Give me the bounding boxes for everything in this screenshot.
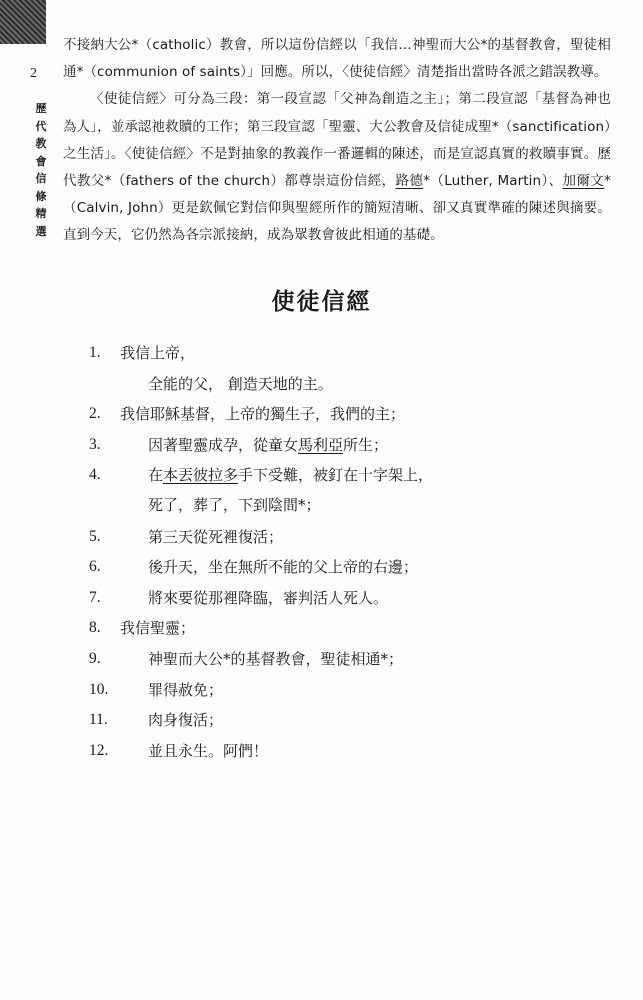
creed-line-text: 肉身復活； (148, 711, 224, 729)
creed-line-segment: 所生； (343, 436, 389, 454)
creed-line-text: 我信耶穌基督，上帝的獨生子，我們的主； (120, 405, 406, 423)
creed-line-text: 第三天從死裡復活； (148, 528, 284, 546)
creed-line-number: 10. (89, 681, 109, 698)
side-title-char: 選 (35, 224, 47, 238)
name-calvin: 加爾文 (562, 173, 605, 190)
side-title-char: 歷 (35, 102, 47, 115)
side-running-title (34, 100, 48, 240)
creed-line-number: 3. (89, 436, 101, 453)
creed-line-text: 並且永生。阿們！ (148, 742, 269, 760)
name-pontius-pilate: 本丟彼拉多 (163, 466, 239, 484)
creed-line (0, 705, 643, 735)
creed-line-segment: 手下受難，被釘在十字架上， (238, 466, 434, 484)
creed-line (0, 490, 643, 520)
creed-line (0, 613, 643, 643)
intro-paragraph-2-text: *（Calvin, John）更是欽佩它對信仰與聖經所作的簡短清晰、卻又真實準確的陳述與摘要。直到今天，它仍然為各宗派接納，成為眾教會彼此相通的基礎。 (63, 173, 612, 244)
creed-line (0, 430, 643, 460)
creed-line-text: 將來要從那裡降臨，審判活人死人。 (148, 589, 389, 607)
side-title-char: 信 (35, 172, 47, 185)
creed-line-number: 9. (89, 650, 101, 667)
name-luther: 路德 (395, 173, 424, 190)
scan-corner-mark (0, 0, 46, 44)
creed-line-text (148, 460, 433, 490)
creed-line (0, 736, 643, 766)
intro-paragraph-2 (63, 86, 611, 249)
intro-paragraph-1-text: 不接納大公*（catholic）教會，所以這份信經以「我信…神聖而大公*的基督教會，聖徒相通*（communion of saints）」回應。所以，〈使徒信經〉清楚指出當時各派之錯誤教導。 (63, 37, 611, 81)
side-title-char: 代 (35, 119, 47, 133)
name-mary: 馬利亞 (298, 436, 344, 454)
creed-line-text: 死了，葬了，下到陰間*； (148, 496, 321, 514)
creed-line (0, 399, 643, 429)
creed-line (0, 644, 643, 674)
creed-line-number: 2. (89, 405, 101, 422)
creed-line-text: 罪得赦免； (148, 681, 224, 699)
creed-line-text: 後升天，坐在無所不能的父上帝的右邊； (148, 558, 419, 576)
creed-line (0, 583, 643, 613)
creed-line-text: 我信聖靈； (120, 619, 196, 637)
side-title-char: 會 (35, 154, 47, 168)
creed-line-number: 4. (89, 466, 101, 483)
creed-line-segment: 在 (148, 466, 164, 484)
creed-line-number: 11. (89, 711, 108, 728)
creed-line-number: 6. (89, 558, 101, 575)
creed-line (0, 369, 643, 399)
creed-line (0, 552, 643, 582)
side-title-char: 教 (35, 137, 47, 150)
creed-line (0, 675, 643, 705)
creed-line (0, 338, 643, 368)
creed-line-segment: 因著聖靈成孕，從童女 (148, 436, 299, 454)
intro-text (63, 32, 611, 250)
creed-line-number: 1. (89, 344, 101, 361)
side-title-char: 精 (35, 207, 47, 220)
creed-line-text: 全能的父， 創造天地的主。 (148, 375, 333, 393)
intro-paragraph-2-text: 〈使徒信經〉可分為三段：第一段宣認「父神為創造之主」；第二段宣認「基督為神也為人」，並承認祂救贖的工作；第三段宣認「聖靈、大公教會及信徒成聖*（sanctification）之生活」。〈使徒信經〉不是對抽象的教義作一番邏輯的陳述，而是宣認真實的救贖事實。歷代教父*（fathers of the church）都尊崇這份信經， (63, 91, 611, 190)
creed-line (0, 522, 643, 552)
creed-title: 使徒信經 (271, 289, 372, 315)
side-title-char: 條 (35, 189, 47, 203)
creed-line (0, 460, 643, 490)
page-number: 2 (30, 66, 37, 81)
creed-line-text: 我信上帝， (120, 344, 196, 362)
creed-line-number: 8. (89, 619, 101, 636)
intro-paragraph-1 (63, 32, 611, 86)
creed-line-text (148, 430, 388, 460)
creed-line-number: 12. (89, 742, 109, 759)
creed-line-text: 神聖而大公*的基督教會，聖徒相通*； (148, 650, 404, 668)
intro-paragraph-2-text: *（Luther, Martin）、 (423, 173, 563, 190)
creed-line-number: 7. (89, 589, 101, 606)
creed-line-number: 5. (89, 528, 101, 545)
